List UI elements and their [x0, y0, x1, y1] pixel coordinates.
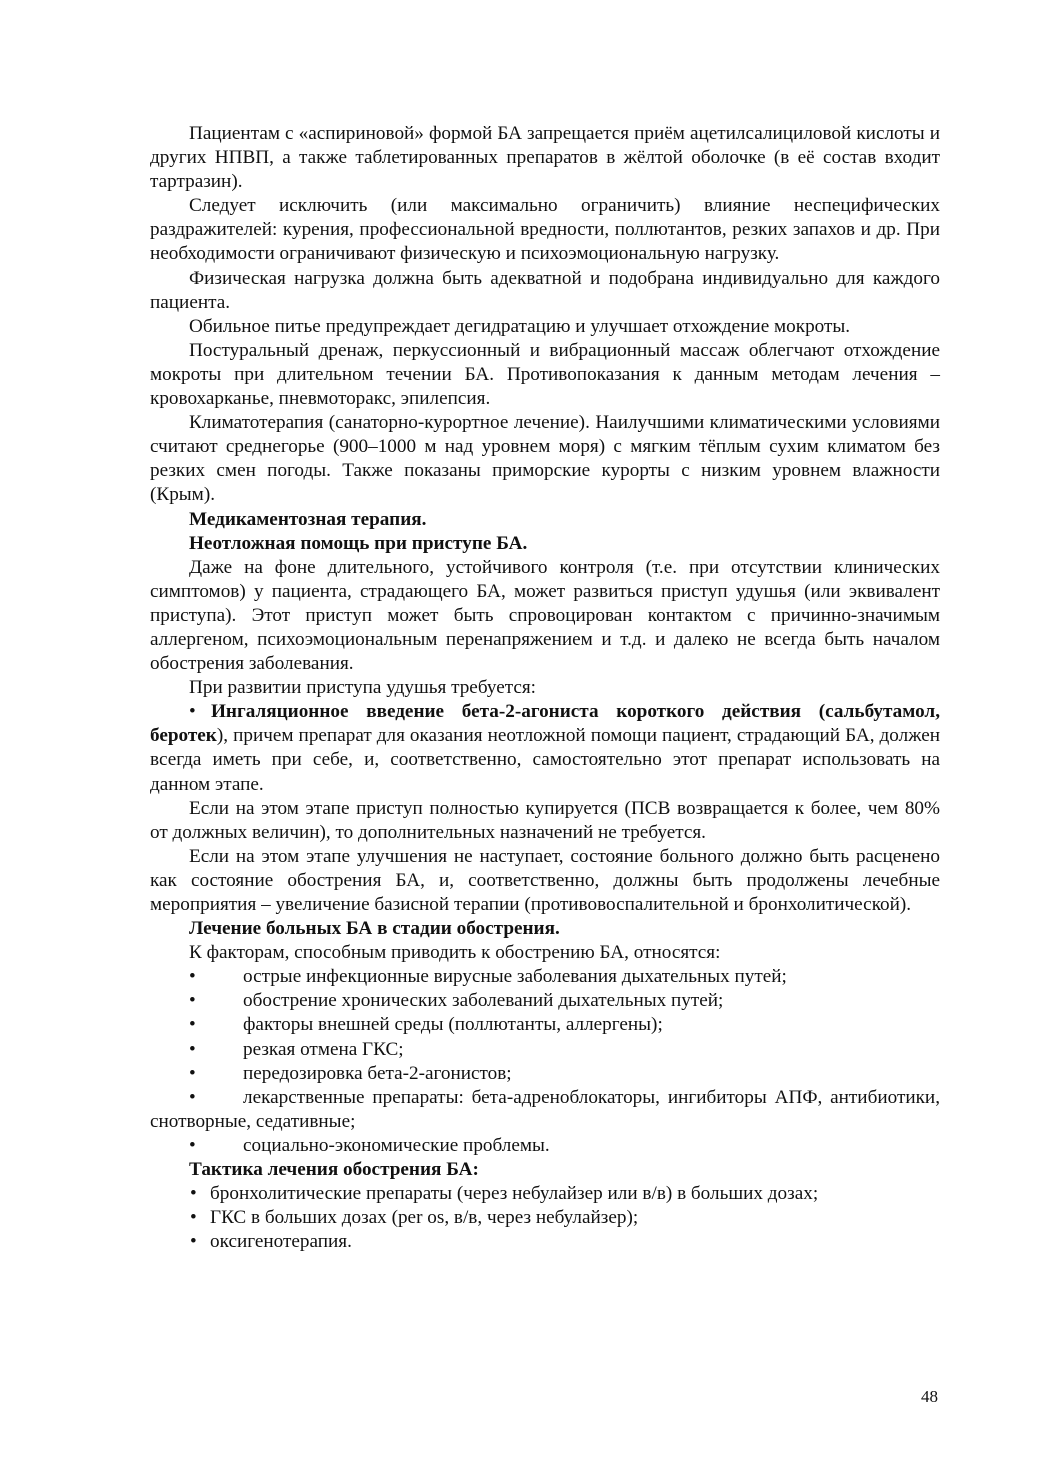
inhalation-list-item [150, 700, 940, 796]
list-item: • передозировка бета-2-агонистов; [150, 1062, 940, 1086]
bullet-icon: • [189, 1134, 196, 1156]
heading-tactics: Тактика лечения обострения БА: [189, 1159, 479, 1181]
bullet-icon: • [189, 1014, 196, 1036]
bullet-icon: • [189, 701, 196, 723]
heading-drug-therapy: Медикаментозная терапия. [189, 508, 427, 530]
paragraph-irritants: Следует исключить (или максимально ограничить) влияние неспецифических раздражителей: курения, профессиональной вредности, поллютантов, резких запахов и др. При необходимости ограничивают физическую и психоэмоциональную нагрузку. [150, 195, 940, 265]
bullet-icon: • [190, 1207, 197, 1229]
paragraph-attack: Даже на фоне длительного, устойчивого контроля (т.е. при отсутствии клинических симптомов) у пациента, страдающего БА, может развиться приступ удушья (или эквивалент приступа). Этот приступ может быть спровоцирован контактом с причинно-значимым аллергеном, психоэмоциональным перенапряжением и т.д. и далеко не всегда быть началом обострения заболевания. [150, 556, 940, 675]
list-item: • оксигенотерапия. [150, 1230, 940, 1254]
bullet-icon: • [189, 990, 196, 1012]
bullet-icon: • [190, 1231, 197, 1253]
factors-list [150, 965, 940, 1158]
paragraph-attack-requires: При развитии приступа удушья требуется: [189, 677, 537, 699]
paragraph-drainage: Постуральный дренаж, перкуссионный и вибрационный массаж облегчают отхождение мокроты при длительном течении БА. Противопоказания к данным методам лечения – кровохарканье, пневмоторакс, эпилепсия. [150, 339, 940, 410]
bullet-icon: • [190, 1183, 197, 1205]
list-item: • острые инфекционные вирусные заболевания дыхательных путей; [150, 965, 940, 989]
heading-emergency-care: Неотложная помощь при приступе БА. [189, 532, 528, 554]
document-page [150, 122, 940, 1254]
list-item: • резкая отмена ГКС; [150, 1038, 940, 1062]
paragraph-climatotherapy: Климатотерапия (санаторно-курортное лечение). Наилучшими климатическими условиями считают среднегорье (900–1000 м над уровнем моря) с мягким тёплым сухим климатом без резких смен погоды. Также показаны приморские курорты с низким уровнем влажности (Крым). [150, 412, 940, 506]
tactics-list [150, 1182, 940, 1254]
inhalation-rest-text: ), причем препарат для оказания неотложной помощи пациент, страдающий БА, должен всегда иметь при себе, и, соответственно, самостоятельно этот препарат использовать на данном этапе. [150, 725, 940, 795]
bullet-icon: • [189, 1062, 196, 1084]
list-item: • лекарственные препараты: бета-адреноблокаторы, ингибиторы АПФ, антибиотики, снотворные, седативные; [150, 1086, 940, 1132]
list-item: • социально-экономические проблемы. [150, 1134, 940, 1158]
paragraph-if-stopped: Если на этом этапе приступ полностью купируется (ПСВ возвращается к более, чем 80% от должных величин), то дополнительных назначений не требуется. [150, 797, 940, 843]
heading-exacerbation-treatment: Лечение больных БА в стадии обострения. [189, 918, 560, 940]
paragraph-if-no-improvement: Если на этом этапе улучшения не наступает, состояние больного должно быть расценено как состояние обострения БА, и, соответственно, должны быть продолжены лечебные мероприятия – увеличение базисной терапии (противовоспалительной и бронхолитической). [150, 845, 940, 915]
paragraph-physical-load: Физическая нагрузка должна быть адекватной и подобрана индивидуально для каждого пациента. [150, 267, 940, 313]
list-item: • факторы внешней среды (поллютанты, аллергены); [150, 1013, 940, 1037]
page-number: 48 [921, 1387, 938, 1406]
bullet-icon: • [189, 1086, 196, 1108]
paragraph-drinking: Обильное питье предупреждает дегидратацию и улучшает отхождение мокроты. [189, 315, 851, 337]
list-item: • обострение хронических заболеваний дыхательных путей; [150, 989, 940, 1013]
bullet-icon: • [189, 966, 196, 988]
paragraph-aspirin: Пациентам с «аспириновой» формой БА запрещается приём ацетилсалициловой кислоты и других НПВП, а также таблетированных препаратов в жёлтой оболочке (в её состав входит тартразин). [150, 123, 940, 193]
list-item: • ГКС в больших дозах (per os, в/в, через небулайзер); [150, 1206, 940, 1230]
inhalation-bold-text: Ингаляционное введение бета-2-агониста короткого действия (сальбутамол, беротек [150, 701, 940, 747]
bullet-icon: • [189, 1038, 196, 1060]
list-item: • бронхолитические препараты (через небулайзер или в/в) в больших дозах; [150, 1182, 940, 1206]
paragraph-factors-intro: К факторам, способным приводить к обострению БА, относятся: [189, 942, 721, 964]
